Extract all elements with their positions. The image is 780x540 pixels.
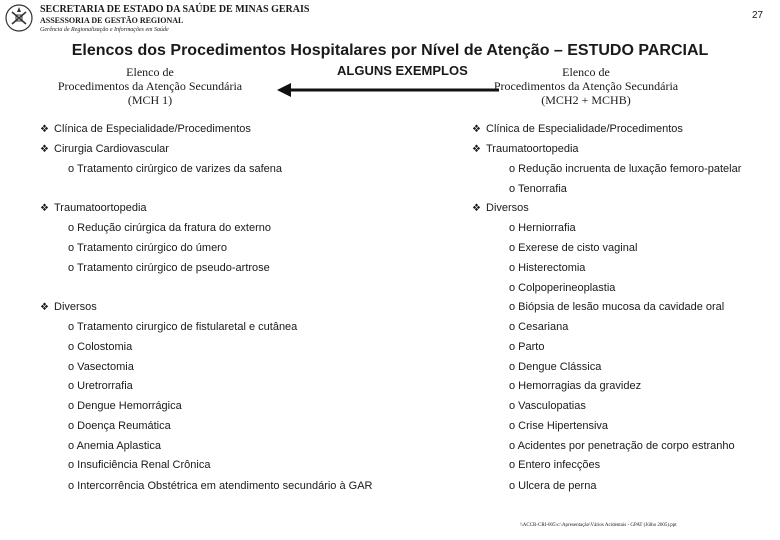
list-subitem: o Insuficiência Renal Crônica [68,459,211,471]
list-subitem: o Vasculopatias [509,400,586,412]
list-subitem: o Redução incruenta de luxação femoro-patelar [509,163,742,175]
list-item: ❖ Traumatoortopedia [40,202,147,214]
diamond-bullet-icon: ❖ [40,302,49,313]
examples-label: ALGUNS EXEMPLOS [337,63,468,78]
heading-line: (MCH 1) [127,93,173,107]
list-subitem: o Doença Reumática [68,420,171,432]
list-subitem: o Biópsia de lesão mucosa da cavidade oral [509,301,725,313]
left-arrow-icon [277,82,499,98]
file-path-footer: \\ACCR-CRI-005\c:\Apresentação\Vários Acidentais - GPAT (Júlho 2005).ppt [520,523,677,528]
list-subitem: o Tratamento cirurgico de fistularetal e cutânea [68,321,298,333]
diamond-bullet-icon: ❖ [472,144,481,155]
heading-line: Elenco de [126,65,174,79]
diamond-bullet-icon: ❖ [40,203,49,214]
list-subitem: o Redução cirúrgica da fratura do externo [68,222,272,234]
list-subitem: o Dengue Hemorrágica [68,400,182,412]
list-item: ❖ Clínica de Especialidade/Procedimentos [472,123,683,135]
list-subitem: o Vasectomia [68,361,134,373]
list-subitem: o Entero infecções [509,459,601,471]
list-subitem: o Exerese de cisto vaginal [509,242,638,254]
list-subitem: o Cesariana [509,321,569,333]
page-title: Elencos dos Procedimentos Hospitalares por Nível de Atenção – ESTUDO PARCIAL [71,42,709,59]
list-subitem: o Colostomia [68,341,133,353]
list-subitem: o Crise Hipertensiva [509,420,609,432]
list-item: ❖ Clínica de Especialidade/Procedimentos [40,123,251,135]
list-subitem: o Histerectomia [509,262,586,274]
list-subitem: o Herniorrafia [509,222,576,234]
heading-line: Procedimentos da Atenção Secundária [493,79,679,93]
org-division: Gerência de Regionalização e Informações em Saúde [40,27,169,33]
list-subitem: o Colpoperineoplastia [509,282,616,294]
list-item: ❖ Cirurgia Cardiovascular [40,143,169,155]
list-subitem: o Parto [509,341,545,353]
org-name: SECRETARIA DE ESTADO DA SAÚDE DE MINAS GERAIS [40,4,310,15]
right-column-heading [476,65,696,107]
org-department: ASSESSORIA DE GESTÃO REGIONAL [40,16,184,25]
list-subitem: o Intercorrência Obstétrica em atendimento secundário à GAR [68,480,373,492]
list-subitem: o Hemorragias da gravidez [509,380,642,392]
state-coat-of-arms-logo [3,3,35,33]
heading-line: Procedimentos da Atenção Secundária [57,79,243,93]
diamond-bullet-icon: ❖ [472,203,481,214]
heading-line: (MCH2 + MCHB) [541,93,631,107]
list-subitem: o Tratamento cirúrgico do úmero [68,242,227,254]
list-subitem: o Tratamento cirúrgico de pseudo-artrose [68,262,270,274]
diamond-bullet-icon: ❖ [40,124,49,135]
heading-line: Elenco de [562,65,610,79]
left-column-heading [40,65,260,107]
diamond-bullet-icon: ❖ [40,144,49,155]
page-number: 27 [752,10,764,21]
list-subitem: o Tratamento cirúrgico de varizes da safena [68,163,283,175]
list-subitem: o Dengue Clássica [509,361,602,373]
list-item: ❖ Diversos [40,301,97,313]
list-subitem: o Acidentes por penetração de corpo estranho [509,440,735,452]
list-subitem: o Ulcera de perna [509,480,597,492]
list-item: ❖ Diversos [472,202,529,214]
list-subitem: o Tenorrafia [509,183,567,195]
diamond-bullet-icon: ❖ [472,124,481,135]
list-subitem: o Anemia Aplastica [68,440,161,452]
list-subitem: o Uretrorrafia [68,380,133,392]
list-item: ❖ Traumatoortopedia [472,143,579,155]
